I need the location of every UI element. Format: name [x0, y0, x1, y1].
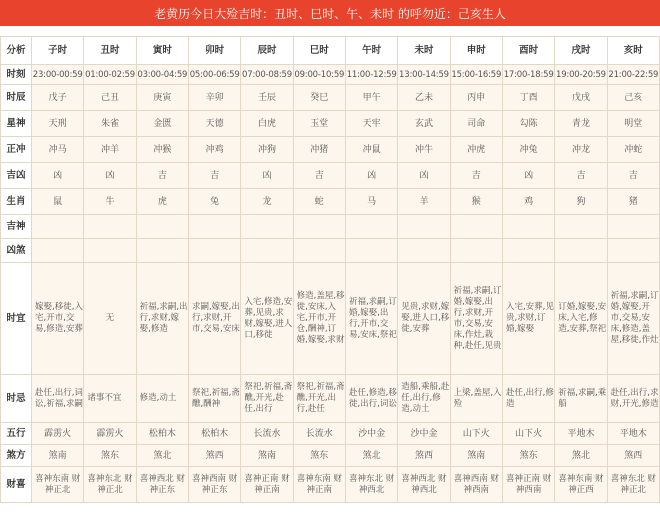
row-label: 时辰 — [1, 85, 32, 111]
chong-cell: 冲鸡 — [188, 137, 240, 163]
row-zodiac — [1, 189, 660, 215]
yi-cell: 入宅,修造,安葬,见贵,求财,嫁娶,进人口,移徙 — [241, 263, 293, 375]
row-xiongsha — [1, 239, 660, 263]
wuxing-cell: 沙中金 — [398, 423, 450, 445]
cai-cell: 喜神西北 财神正东 — [136, 467, 188, 503]
jishen-cell — [345, 215, 397, 239]
row-label: 凶煞 — [1, 239, 32, 263]
jishen-cell — [241, 215, 293, 239]
row-label: 时宜 — [1, 263, 32, 375]
xiongsha-cell — [84, 239, 136, 263]
yi-cell: 祈福,求嗣,出行,求财,嫁娶,修造 — [136, 263, 188, 375]
xiongsha-cell — [502, 239, 554, 263]
cai-cell: 喜神东南 财神正西 — [555, 467, 607, 503]
wuxing-cell: 长流水 — [241, 423, 293, 445]
cai-cell: 喜神正南 财神正南 — [241, 467, 293, 503]
jishen-cell — [32, 215, 84, 239]
jishen-cell — [84, 215, 136, 239]
ganzhi-cell: 乙未 — [398, 85, 450, 111]
jixiong-cell: 凶 — [32, 163, 84, 189]
row-ganzhi — [1, 85, 660, 111]
zodiac-cell: 牛 — [84, 189, 136, 215]
chong-cell: 冲马 — [32, 137, 84, 163]
header-label: 分析 — [1, 37, 32, 65]
chong-cell: 冲牛 — [398, 137, 450, 163]
row-label: 星神 — [1, 111, 32, 137]
time-cell: 01:00-02:59 — [84, 65, 136, 85]
jixiong-cell: 吉 — [607, 163, 659, 189]
ganzhi-cell: 壬辰 — [241, 85, 293, 111]
ji-cell: 祭祀,祈福,斋醮,开光,出行,赴任 — [293, 375, 345, 423]
wuxing-cell: 平地木 — [607, 423, 659, 445]
sha-cell: 煞西 — [607, 445, 659, 467]
row-label: 正冲 — [1, 137, 32, 163]
xiongsha-cell — [188, 239, 240, 263]
ganzhi-cell: 戊戌 — [555, 85, 607, 111]
jixiong-cell: 凶 — [345, 163, 397, 189]
xiongsha-cell — [32, 239, 84, 263]
sha-cell: 煞南 — [450, 445, 502, 467]
cai-cell: 喜神正南 财神西南 — [502, 467, 554, 503]
row-jishen — [1, 215, 660, 239]
row-wuxing — [1, 423, 660, 445]
chong-cell: 冲虎 — [450, 137, 502, 163]
star-cell: 金匮 — [136, 111, 188, 137]
chong-cell: 冲猴 — [136, 137, 188, 163]
zodiac-cell: 狗 — [555, 189, 607, 215]
yi-cell: 祈福,求嗣,订婚,嫁娶,出行,求财,开市,交易,安床,作灶,栽种,赴任,见贵 — [450, 263, 502, 375]
ganzhi-cell: 己丑 — [84, 85, 136, 111]
hour-header: 子时 — [32, 37, 84, 65]
row-label: 吉凶 — [1, 163, 32, 189]
zodiac-cell: 鸡 — [502, 189, 554, 215]
sha-cell: 煞东 — [84, 445, 136, 467]
jixiong-cell: 凶 — [502, 163, 554, 189]
ganzhi-cell: 己亥 — [607, 85, 659, 111]
row-label: 时忌 — [1, 375, 32, 423]
cai-cell: 喜神东北 财神西北 — [345, 467, 397, 503]
xiongsha-cell — [345, 239, 397, 263]
yi-cell: 嫁娶,移徙,入宅,开市,交易,修造,安葬 — [32, 263, 84, 375]
sha-cell: 煞北 — [136, 445, 188, 467]
ji-cell: 赴任,出行,修造 — [502, 375, 554, 423]
ji-cell: 赴任,修造,移徙,出行,词讼 — [345, 375, 397, 423]
chong-cell: 冲蛇 — [607, 137, 659, 163]
zodiac-cell: 马 — [345, 189, 397, 215]
row-jixiong — [1, 163, 660, 189]
ji-cell: 上梁,盖屋,入殓 — [450, 375, 502, 423]
yi-cell: 修造,盖屋,移徙,安床,入宅,开市,开仓,酬神,订婚,嫁娶,求财 — [293, 263, 345, 375]
chong-cell: 冲鼠 — [345, 137, 397, 163]
jishen-cell — [607, 215, 659, 239]
chong-cell: 冲羊 — [84, 137, 136, 163]
row-label: 煞方 — [1, 445, 32, 467]
hour-header: 戌时 — [555, 37, 607, 65]
time-cell: 07:00-08:59 — [241, 65, 293, 85]
zodiac-cell: 兔 — [188, 189, 240, 215]
row-label: 生肖 — [1, 189, 32, 215]
cai-cell: 喜神东南 财神正北 — [32, 467, 84, 503]
chong-cell: 冲狗 — [241, 137, 293, 163]
hour-header: 午时 — [345, 37, 397, 65]
time-cell: 11:00-12:59 — [345, 65, 397, 85]
hour-header: 亥时 — [607, 37, 659, 65]
wuxing-cell: 山下火 — [450, 423, 502, 445]
row-label: 财喜 — [1, 467, 32, 503]
zodiac-cell: 鼠 — [32, 189, 84, 215]
star-cell: 朱雀 — [84, 111, 136, 137]
ji-cell: 祭祀,祈福,斋醮,酬神 — [188, 375, 240, 423]
yi-cell: 祈福,求嗣,订婚,嫁娶,开市,交易,安床,修造,盖屋,移徙,作灶 — [607, 263, 659, 375]
zodiac-cell: 虎 — [136, 189, 188, 215]
time-cell: 09:00-10:59 — [293, 65, 345, 85]
ganzhi-cell: 丙申 — [450, 85, 502, 111]
page-banner — [0, 0, 660, 26]
star-cell: 玄武 — [398, 111, 450, 137]
cai-cell: 喜神东北 财神正北 — [607, 467, 659, 503]
star-cell: 天牢 — [345, 111, 397, 137]
almanac-table — [0, 36, 660, 503]
sha-cell: 煞西 — [188, 445, 240, 467]
xiongsha-cell — [555, 239, 607, 263]
cai-cell: 喜神东北 财神正北 — [84, 467, 136, 503]
ji-cell: 赴任,出行,词讼,祈福,求嗣 — [32, 375, 84, 423]
time-cell: 19:00-20:59 — [555, 65, 607, 85]
zodiac-cell: 蛇 — [293, 189, 345, 215]
row-chong — [1, 137, 660, 163]
yi-cell: 求嗣,嫁娶,出行,求财,开市,交易,安床 — [188, 263, 240, 375]
row-star — [1, 111, 660, 137]
hour-header: 未时 — [398, 37, 450, 65]
cai-cell: 喜神西南 财神西南 — [450, 467, 502, 503]
row-ji — [1, 375, 660, 423]
chong-cell: 冲兔 — [502, 137, 554, 163]
wuxing-cell: 长流水 — [293, 423, 345, 445]
jixiong-cell: 吉 — [188, 163, 240, 189]
jixiong-cell: 吉 — [293, 163, 345, 189]
xiongsha-cell — [293, 239, 345, 263]
yi-cell: 订婚,嫁娶,安床,入宅,修造,安葬,祭祀 — [555, 263, 607, 375]
sha-cell: 煞东 — [502, 445, 554, 467]
hour-header: 巳时 — [293, 37, 345, 65]
zodiac-cell: 猪 — [607, 189, 659, 215]
row-yi — [1, 263, 660, 375]
star-cell: 玉堂 — [293, 111, 345, 137]
star-cell: 青龙 — [555, 111, 607, 137]
ganzhi-cell: 辛卯 — [188, 85, 240, 111]
row-sha — [1, 445, 660, 467]
sha-cell: 煞北 — [555, 445, 607, 467]
wuxing-cell: 沙中金 — [345, 423, 397, 445]
ji-cell: 造船,乘船,赴任,出行,修造,动土 — [398, 375, 450, 423]
cai-cell: 喜神西南 财神正东 — [188, 467, 240, 503]
wuxing-cell: 平地木 — [555, 423, 607, 445]
xiongsha-cell — [607, 239, 659, 263]
ganzhi-cell: 癸巳 — [293, 85, 345, 111]
jishen-cell — [450, 215, 502, 239]
ji-cell: 赴任,出行,求财,开光,修造 — [607, 375, 659, 423]
ji-cell: 修造,动土 — [136, 375, 188, 423]
hour-header: 辰时 — [241, 37, 293, 65]
time-cell: 23:00-00:59 — [32, 65, 84, 85]
wuxing-cell: 松柏木 — [188, 423, 240, 445]
hour-header: 申时 — [450, 37, 502, 65]
time-cell: 13:00-14:59 — [398, 65, 450, 85]
jishen-cell — [502, 215, 554, 239]
wuxing-cell: 霹雳火 — [32, 423, 84, 445]
cai-cell: 喜神东南 财神正南 — [293, 467, 345, 503]
xiongsha-cell — [398, 239, 450, 263]
time-cell: 03:00-04:59 — [136, 65, 188, 85]
zodiac-cell: 龙 — [241, 189, 293, 215]
star-cell: 明堂 — [607, 111, 659, 137]
ji-cell: 祭祀,祈福,斋醮,开光,赴任,出行 — [241, 375, 293, 423]
yi-cell: 入宅,安葬,见贵,求财,订婚,嫁娶 — [502, 263, 554, 375]
star-cell: 白虎 — [241, 111, 293, 137]
chong-cell: 冲猪 — [293, 137, 345, 163]
hour-header: 丑时 — [84, 37, 136, 65]
sha-cell: 煞西 — [398, 445, 450, 467]
jishen-cell — [555, 215, 607, 239]
yi-cell: 见贵,求财,嫁娶,进人口,移徙,安葬 — [398, 263, 450, 375]
jishen-cell — [188, 215, 240, 239]
star-cell: 天刑 — [32, 111, 84, 137]
row-time — [1, 65, 660, 85]
time-cell: 21:00-22:59 — [607, 65, 659, 85]
star-cell: 司命 — [450, 111, 502, 137]
sha-cell: 煞北 — [345, 445, 397, 467]
jishen-cell — [398, 215, 450, 239]
header-row — [1, 37, 660, 65]
jixiong-cell: 凶 — [84, 163, 136, 189]
jishen-cell — [293, 215, 345, 239]
ji-cell: 诸事不宜 — [84, 375, 136, 423]
yi-cell: 祈福,求嗣,订婚,嫁娶,出行,开市,交易,安床,祭祀 — [345, 263, 397, 375]
chong-cell: 冲龙 — [555, 137, 607, 163]
ganzhi-cell: 丁酉 — [502, 85, 554, 111]
cai-cell: 喜神西北 财神西北 — [398, 467, 450, 503]
hour-header: 寅时 — [136, 37, 188, 65]
jixiong-cell: 凶 — [398, 163, 450, 189]
row-cai — [1, 467, 660, 503]
sha-cell: 煞南 — [241, 445, 293, 467]
star-cell: 天德 — [188, 111, 240, 137]
time-cell: 05:00-06:59 — [188, 65, 240, 85]
wuxing-cell: 霹雳火 — [84, 423, 136, 445]
xiongsha-cell — [136, 239, 188, 263]
zodiac-cell: 猴 — [450, 189, 502, 215]
sha-cell: 煞东 — [293, 445, 345, 467]
jishen-cell — [136, 215, 188, 239]
wuxing-cell: 山下火 — [502, 423, 554, 445]
time-cell: 17:00-18:59 — [502, 65, 554, 85]
ji-cell: 祈福,求嗣,乘船 — [555, 375, 607, 423]
jixiong-cell: 吉 — [450, 163, 502, 189]
ganzhi-cell: 戊子 — [32, 85, 84, 111]
wuxing-cell: 松柏木 — [136, 423, 188, 445]
row-label: 时刻 — [1, 65, 32, 85]
ganzhi-cell: 庚寅 — [136, 85, 188, 111]
zodiac-cell: 羊 — [398, 189, 450, 215]
xiongsha-cell — [241, 239, 293, 263]
banner-title: 老黄历今日大殓吉时：丑时、巳时、午、未时 的呼勿近：己亥生人 — [154, 6, 506, 21]
row-label: 吉神 — [1, 215, 32, 239]
ganzhi-cell: 甲午 — [345, 85, 397, 111]
jixiong-cell: 吉 — [136, 163, 188, 189]
hour-header: 酉时 — [502, 37, 554, 65]
sha-cell: 煞南 — [32, 445, 84, 467]
star-cell: 勾陈 — [502, 111, 554, 137]
row-label: 五行 — [1, 423, 32, 445]
hour-header: 卯时 — [188, 37, 240, 65]
jixiong-cell: 吉 — [555, 163, 607, 189]
time-cell: 15:00-16:59 — [450, 65, 502, 85]
yi-cell: 无 — [84, 263, 136, 375]
xiongsha-cell — [450, 239, 502, 263]
jixiong-cell: 凶 — [241, 163, 293, 189]
